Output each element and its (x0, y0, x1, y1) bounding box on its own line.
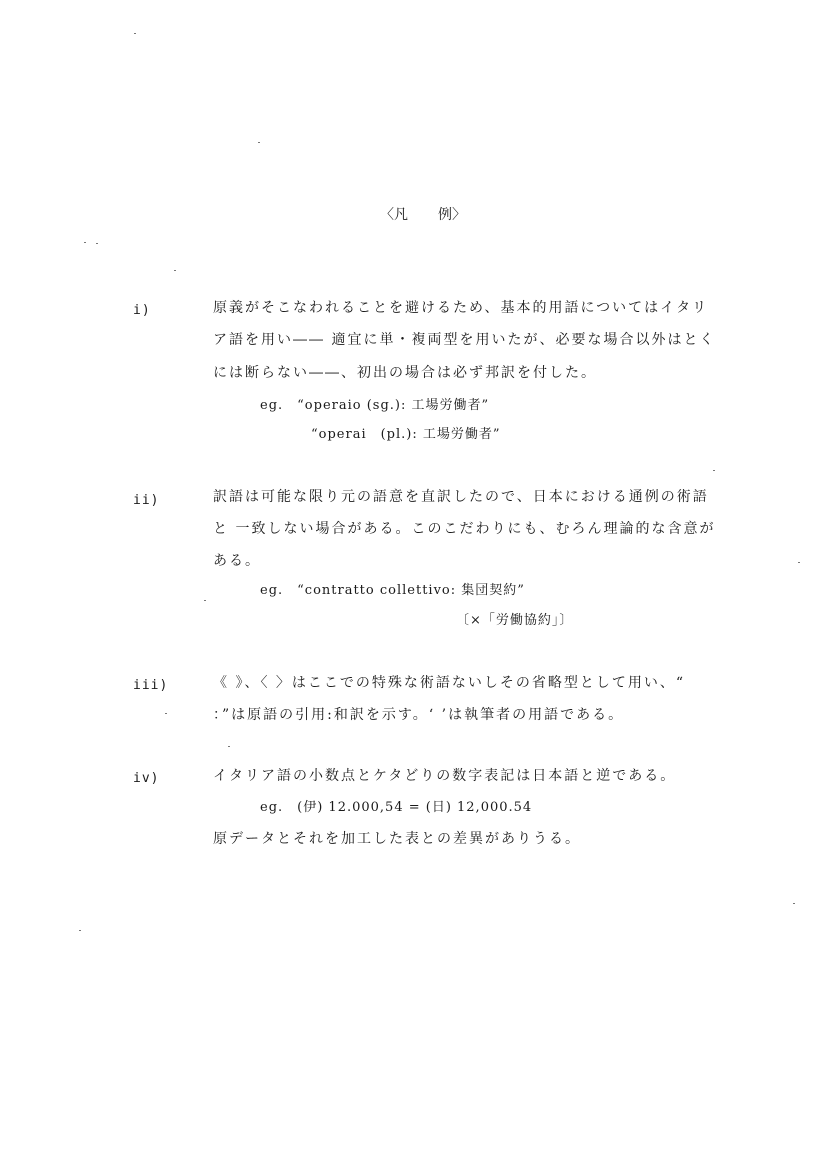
section-ii-example-2: 〔×「労働協約」〕 (456, 613, 574, 628)
section-iv-line-2: 原データとそれを加工した表との差異がありうる。 (213, 831, 581, 847)
scan-speck (258, 142, 260, 143)
section-i-line-1: 原義がそこなわれることを避けるため、基本的用語についてはイタリ (213, 300, 709, 316)
section-iii-line-1: 《 》、〈 〉はここでの特殊な術語ないしその省略型として用い、“ (213, 675, 686, 691)
title-close: 例〉 (438, 207, 466, 223)
section-ii-example-1: eg. “contratto collettivo: 集団契約” (260, 583, 525, 598)
scan-speck (165, 713, 167, 714)
section-label-iii: iii) (133, 678, 169, 693)
title-open: 〈凡 (380, 207, 408, 223)
section-i-example-2: “operai (pl.): 工場労働者” (311, 427, 501, 442)
page-title (380, 206, 466, 224)
scan-speck (96, 243, 98, 244)
scan-speck (204, 600, 206, 601)
scan-speck (174, 270, 176, 271)
section-label-i: i) (133, 303, 151, 318)
section-i-example-1: eg. “operaio (sg.): 工場労働者” (260, 398, 490, 413)
section-iii-line-2: ：”は原語の引用:和訳を示す。‘ ’は執筆者の用語である。 (213, 707, 625, 723)
scan-speck (793, 903, 795, 904)
scan-speck (798, 562, 800, 563)
section-ii-line-2: と 一致しない場合がある。このこだわりにも、むろん理論的な含意が (213, 521, 716, 537)
section-ii-line-3: ある。 (213, 553, 261, 569)
scan-speck (713, 470, 715, 471)
section-label-ii: ii) (133, 493, 160, 508)
scan-speck (79, 930, 81, 931)
scan-speck (228, 746, 230, 747)
scan-speck (84, 242, 86, 243)
scan-speck (134, 33, 136, 34)
section-iv-example-1: eg. (伊) 12.000,54 = (日) 12,000.54 (260, 800, 533, 815)
section-label-iv: iv) (133, 771, 160, 786)
section-iv-line-1: イタリア語の小数点とケタどりの数字表記は日本語と逆である。 (213, 768, 677, 784)
section-i-line-3: には断らない――、初出の場合は必ず邦訳を付した。 (213, 365, 597, 381)
section-ii-line-1: 訳語は可能な限り元の語意を直訳したので、日本における通例の術語 (213, 489, 709, 505)
section-i-line-2: ア語を用い―― 適宜に単・複両型を用いたが、必要な場合以外はとく (213, 332, 716, 348)
